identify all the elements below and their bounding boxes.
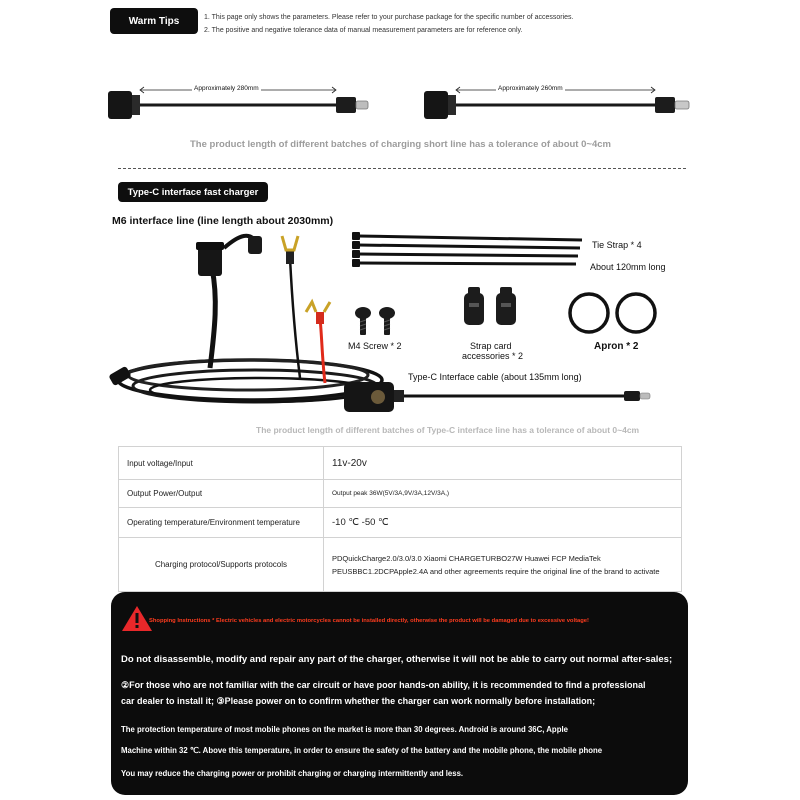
notice-line-5: Machine within 32 ℃. Above this temperature, in order to ensure the safety of the battery and the mobile phone, the mobile phone (121, 746, 603, 755)
section-title-badge (118, 182, 268, 202)
spec-value: PDQuickCharge2.0/3.0/3.0 Xiaomi CHARGETURBO27W Huawei FCP MediaTek PEUSBBC1.2DCPApple2.4A and other agreements require the original line of the brand to activate (324, 538, 682, 592)
warm-tip-2: 2. The positive and negative tolerance data of manual measurement parameters are for reference only. (204, 27, 523, 34)
spec-label: Input voltage/Input (119, 447, 324, 480)
section-divider (118, 168, 686, 169)
short-cables-illustration (100, 75, 720, 130)
spec-label: Operating temperature/Environment temperature (119, 508, 324, 538)
notice-line-3: car dealer to install it; ③Please power on to confirm whether the charger can work normally before installation; (121, 696, 596, 706)
tie-strap-label: Tie Strap * 4 (592, 240, 642, 250)
typec-tolerance: The product length of different batches of Type-C interface line has a tolerance of about 0~4cm (256, 425, 640, 435)
notice-box (111, 592, 688, 795)
apron-label: Apron * 2 (594, 341, 639, 352)
spec-row (119, 538, 682, 592)
tie-straps-icon (350, 230, 590, 270)
typec-cable-label: Type-C Interface cable (about 135mm long) (408, 372, 582, 382)
notice-line-2: ②For those who are not familiar with the car circuit or have poor hands-on ability, it is recommended to find a professional (121, 680, 646, 690)
warning-text: Shopping Instructions * Electric vehicles and electric motorcycles cannot be installed directly, otherwise the product will be damaged due to excessive voltage! (149, 618, 589, 624)
fork-terminal-bottom-icon (306, 302, 330, 324)
m6-line-label: M6 interface line (line length about 2030mm) (112, 215, 334, 227)
strap-card-label-1: Strap card (470, 341, 512, 351)
warm-tip-1: 1. This page only shows the parameters. Please refer to your purchase package for the specific number of accessories. (204, 14, 574, 21)
strap-card-label-2: accessories * 2 (462, 351, 524, 361)
spec-value: 11v-20v (324, 447, 682, 480)
spec-table (118, 446, 682, 592)
apron-rings-icon (566, 290, 660, 338)
spec-value: -10 ℃ -50 ℃ (324, 508, 682, 538)
screw-label: M4 Screw * 2 (348, 341, 402, 351)
short-cable-right-label: Approximately 260mm (498, 85, 563, 92)
short-line-tolerance: The product length of different batches of charging short line has a tolerance of about 0~4cm (190, 139, 611, 150)
spec-label: Charging protocol/Supports protocols (119, 538, 324, 592)
short-cable-left-label: Approximately 280mm (194, 85, 259, 92)
spec-row (119, 480, 682, 508)
notice-line-4: The protection temperature of most mobile phones on the market is more than 30 degrees. Android is around 36C, Apple (121, 725, 568, 734)
spec-row (119, 447, 682, 480)
typec-cable-illustration (340, 378, 670, 416)
warm-tips-badge (110, 8, 198, 34)
spec-label: Output Power/Output (119, 480, 324, 508)
warm-tips-title: Warm Tips (128, 15, 180, 27)
strap-card-icon (458, 285, 522, 333)
fork-terminal-top-icon (282, 236, 298, 264)
tie-strap-length: About 120mm long (590, 262, 666, 272)
spec-row (119, 508, 682, 538)
m4-screws-icon (350, 305, 400, 337)
spec-value: Output peak 36W(5V/3A,9V/3A,12V/3A,) (324, 480, 682, 508)
notice-line-6: You may reduce the charging power or prohibit charging or charging intermittently and less. (121, 769, 464, 778)
notice-line-1: Do not disassemble, modify and repair any part of the charger, otherwise it will not be able to carry out normal after-sales; (121, 654, 673, 665)
section-title: Type-C interface fast charger (127, 186, 259, 198)
